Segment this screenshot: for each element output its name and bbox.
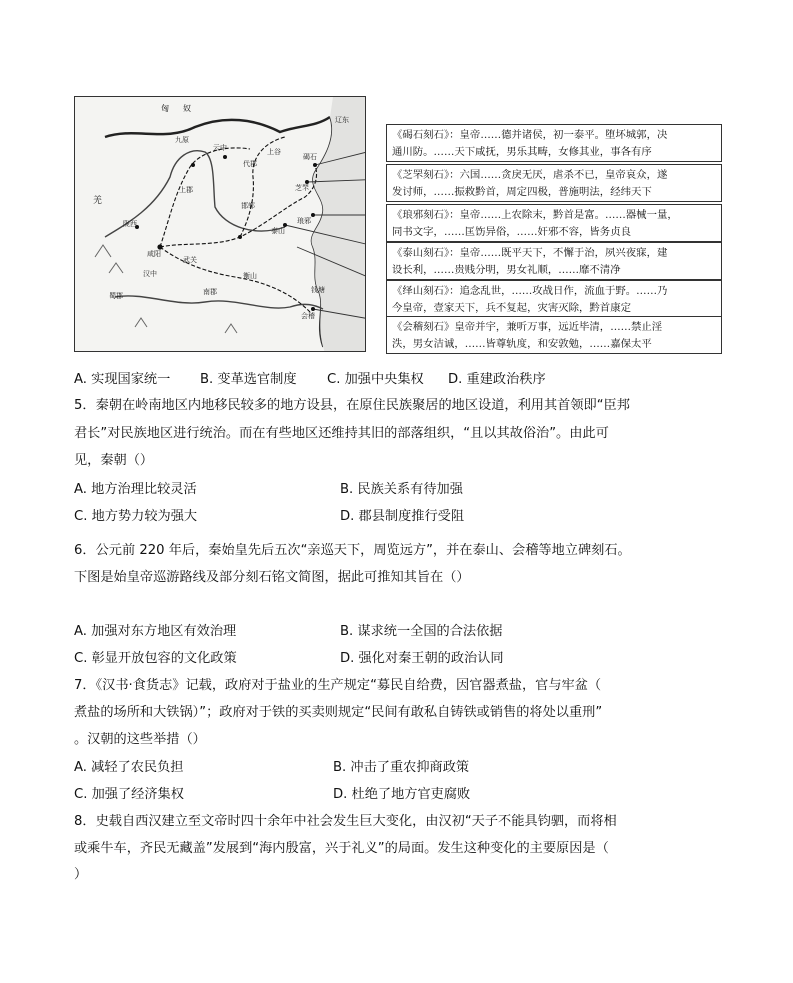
inscription-zhifu (386, 164, 722, 202)
q8-stem-line1: 8．史载自西汉建立至文帝时四十余年中社会发生巨大变化，由汉初“天子不能具钧驷，而将相 (74, 814, 617, 829)
map-label-taishan: 泰山 (271, 227, 285, 235)
inscription-line: 《会稽刻石》皇帝并宇，兼听万事，远近毕清，……禁止淫 (392, 321, 663, 333)
map-label-shu: 蜀郡 (109, 292, 123, 300)
q7-option-c[interactable]: C. 加强了经济集权 (74, 787, 184, 802)
map-drawing (75, 97, 366, 352)
q5-option-d[interactable]: D. 郡县制度推行受阻 (340, 509, 465, 524)
q5-option-b[interactable]: B. 民族关系有待加强 (340, 482, 463, 497)
inscription-line: 《绎山刻石》：追念乱世，……攻战日作，流血于野。……乃 (392, 285, 668, 297)
map-label-wuguan: 武关 (183, 256, 197, 264)
map-label-yunzhong: 云中 (213, 144, 227, 152)
map-label-dai: 代郡 (243, 160, 257, 168)
inscription-line: 同书文字，……匡饬异俗，……奸邪不容，皆务贞良 (392, 225, 631, 238)
q4-option-b[interactable]: B. 变革选官制度 (200, 372, 297, 387)
inscription-line: 发讨师，……振救黔首，周定四极，普施明法，经纬天下 (392, 185, 652, 198)
map-label-jiuyuan: 九原 (175, 136, 189, 144)
q8-stem-line3: ） (74, 867, 88, 882)
q4-option-a[interactable]: A. 实现国家统一 (74, 372, 171, 387)
q5-option-a[interactable]: A. 地方治理比较灵活 (74, 482, 197, 497)
map-label-jieshi: 碣石 (303, 153, 317, 161)
inscription-line: 《碣石刻石》：皇帝……德并诸侯，初一泰平。堕坏城郭，决 (392, 129, 668, 141)
map-label-handan: 邯郸 (241, 202, 255, 210)
inscription-line: 《芝罘刻石》：六国……贪戾无厌，虐杀不已，皇帝哀众，遂 (392, 169, 668, 181)
q4-option-c[interactable]: C. 加强中央集权 (327, 372, 424, 387)
map-label-zhifu: 芝罘 (295, 184, 309, 192)
map-label-langya: 琅邪 (297, 217, 311, 225)
inscription-line: 泆，男女洁诚，……皆尊轨度，和安敦勉，……嘉保太平 (392, 337, 652, 350)
q6-option-d[interactable]: D. 强化对秦王朝的政治认同 (340, 651, 504, 666)
map-label-longxi: 陇西 (123, 220, 137, 228)
q7-stem-line3: 。汉朝的这些举措（） (74, 732, 206, 747)
map-label-shangjun: 上郡 (179, 186, 193, 194)
inscription-line: 《琅邪刻石》：皇帝……上农除末，黔首是富。……器械一量， (392, 209, 678, 221)
inscription-taishan (386, 242, 722, 280)
inscription-langya (386, 204, 722, 242)
map-label-xianyang: 咸阳 (147, 250, 161, 258)
tour-map-figure (74, 96, 724, 352)
q7-option-d[interactable]: D. 杜绝了地方官吏腐败 (333, 787, 471, 802)
q7-stem-line1: 7．《汉书·食货志》记载，政府对于盐业的生产规定“募民自给费，因官器煮盐，官与牢盆（ (74, 678, 602, 693)
inscription-line: 设长利，……贵贱分明，男女礼顺，……靡不清净 (392, 263, 621, 276)
q8-stem-line2: 或乘牛车，齐民无藏盖”发展到“海内殷富，兴于礼义”的局面。发生这种变化的主要原因是（ (74, 841, 609, 856)
q6-option-c[interactable]: C. 彰显开放包容的文化政策 (74, 651, 237, 666)
inscription-line: 《泰山刻石》：皇帝……既平天下，不懈于治，夙兴夜寐，建 (392, 247, 668, 259)
map-label-guiji: 会稽 (301, 312, 315, 320)
q6-stem-line2: 下图是始皇帝巡游路线及部分刻石铭文简图，据此可推知其旨在（） (74, 570, 470, 585)
map-label-liaodong: 辽东 (335, 116, 349, 124)
q5-stem-line2: 君长”对民族地区进行统治。而在有些地区还维持其旧的部落组织，“且以其故俗治”。由此可 (74, 426, 609, 441)
q5-option-c[interactable]: C. 地方势力较为强大 (74, 509, 198, 524)
inscription-jieshi (386, 124, 722, 162)
q7-option-a[interactable]: A. 减轻了农民负担 (74, 760, 184, 775)
qin-tour-map (74, 96, 366, 352)
q6-option-b[interactable]: B. 谋求统一全国的合法依据 (340, 624, 503, 639)
inscription-yishan (386, 280, 722, 318)
map-label-hengshan: 衡山 (243, 272, 257, 280)
map-label-qiantang: 钱塘 (311, 286, 325, 294)
q6-option-a[interactable]: A. 加强对东方地区有效治理 (74, 624, 237, 639)
inscription-line: 通川防。……天下咸抚，男乐其畴，女修其业，事各有序 (392, 145, 652, 158)
q7-stem-line2: 煮盐的场所和大铁锅）”；政府对于铁的买卖则规定“民间有敢私自铸铁或销售的将处以重刑” (74, 705, 603, 720)
map-label-qiang: 羌 (93, 196, 103, 206)
q6-stem-line1: 6．公元前 220 年后，秦始皇先后五次“亲巡天下，周览远方”，并在泰山、会稽等地立碑刻石。 (74, 543, 631, 558)
map-label-hanzhong: 汉中 (143, 270, 157, 278)
map-label-nanjun: 南郡 (203, 288, 217, 296)
map-label-shanggu: 上谷 (267, 148, 281, 156)
inscription-line: 今皇帝，壹家天下，兵不复起，灾害灭除，黔首康定 (392, 301, 631, 314)
q7-option-b[interactable]: B. 冲击了重农抑商政策 (333, 760, 470, 775)
q5-stem-line3: 见，秦朝（） (74, 453, 154, 468)
q4-option-d[interactable]: D. 重建政治秩序 (448, 372, 546, 387)
map-title: 匈奴 (161, 104, 205, 113)
q5-stem-line1: 5．秦朝在岭南地区内地移民较多的地方设县，在原住民族聚居的地区设道，利用其首领即“臣邦 (74, 398, 630, 413)
inscription-guiji (386, 316, 722, 354)
